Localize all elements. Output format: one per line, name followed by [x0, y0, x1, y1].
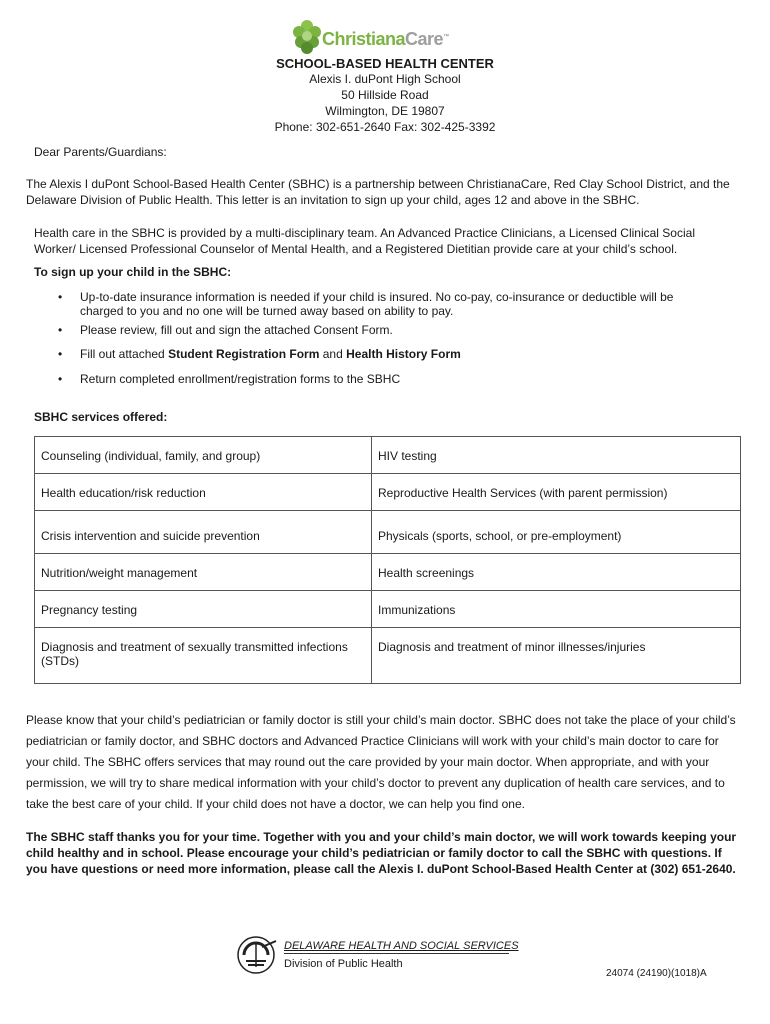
christianacare-logo — [292, 18, 452, 58]
form-code: 24074 (24190)(1018)A — [606, 968, 707, 979]
phone-fax: Phone: 302-651-2640 Fax: 302-425-3392 — [274, 120, 496, 134]
table-row: Health education/risk reduction Reproductive Health Services (with parent permission) — [35, 474, 741, 511]
table-row: Pregnancy testing Immunizations — [35, 591, 741, 628]
signup-heading: To sign up your child in the SBHC: — [34, 265, 232, 279]
street-address: 50 Hillside Road — [341, 88, 429, 102]
agency-name: DELAWARE HEALTH AND SOCIAL SERVICES — [284, 940, 519, 952]
thanks-paragraph: The SBHC staff thanks you for your time. Together with you and your child’s main doctor, we will work towards keeping your child healthy and in school. Please encourage your child’s pediatrician or family doctor to call the SBHC with questions. If you have questions or need more information, please call the Alexis I. duPont School-Based Health Center at (302) 651-2640. — [26, 830, 737, 876]
table-row: Nutrition/weight management Health screenings — [35, 554, 741, 591]
school-name: Alexis I. duPont High School — [309, 72, 461, 86]
dhss-seal-icon — [236, 935, 280, 975]
table-row: Counseling (individual, family, and group) HIV testing — [35, 437, 741, 474]
letterhead — [0, 56, 770, 135]
salutation: Dear Parents/Guardians: — [34, 145, 167, 159]
services-table — [34, 436, 741, 684]
table-row: Crisis intervention and suicide prevention Physicals (sports, school, or pre-employment) — [35, 511, 741, 554]
closing-paragraph: Please know that your child’s pediatrician or family doctor is still your child’s main doctor. SBHC does not take the place of your child’s pediatrician or family doctor, and SBHC doctors and Advanced Practice Clinicians will work with your child’s main doctor to care for your child. The SBHC offers services that may round out the care provided by your main doctor. When appropriate, and with your permission, we will try to share medical information with your child’s doctor to prevent any duplication of health care services, and to take the best care of your child. If your child does not have a doctor, we can help you find one. — [26, 713, 736, 811]
city-address: Wilmington, DE 19807 — [325, 104, 445, 118]
logo-wordmark: ChristianaCare™ — [322, 29, 449, 49]
flower-logo-icon — [292, 18, 322, 56]
providers-paragraph: Health care in the SBHC is provided by a multi-disciplinary team. An Advanced Practice Clinicians, a Licensed Clinical Social Worker/ Licensed Professional Counselor of Mental Health, and a Registered Dietitian provide care at your child’s school. — [34, 226, 695, 256]
division-name: Division of Public Health — [284, 958, 403, 970]
intro-paragraph: The Alexis I duPont School-Based Health Center (SBHC) is a partnership between ChristianaCare, Red Clay School District, and the Delaware Division of Public Health. This letter is an invitation to sign up your child, ages 12 and above in the SBHC. — [26, 177, 730, 207]
center-title: SCHOOL-BASED HEALTH CENTER — [276, 56, 494, 71]
divider — [284, 953, 509, 954]
services-heading: SBHC services offered: — [34, 410, 168, 424]
table-row: Diagnosis and treatment of sexually transmitted infections (STDs) Diagnosis and treatment of minor illnesses/injuries — [35, 628, 741, 684]
